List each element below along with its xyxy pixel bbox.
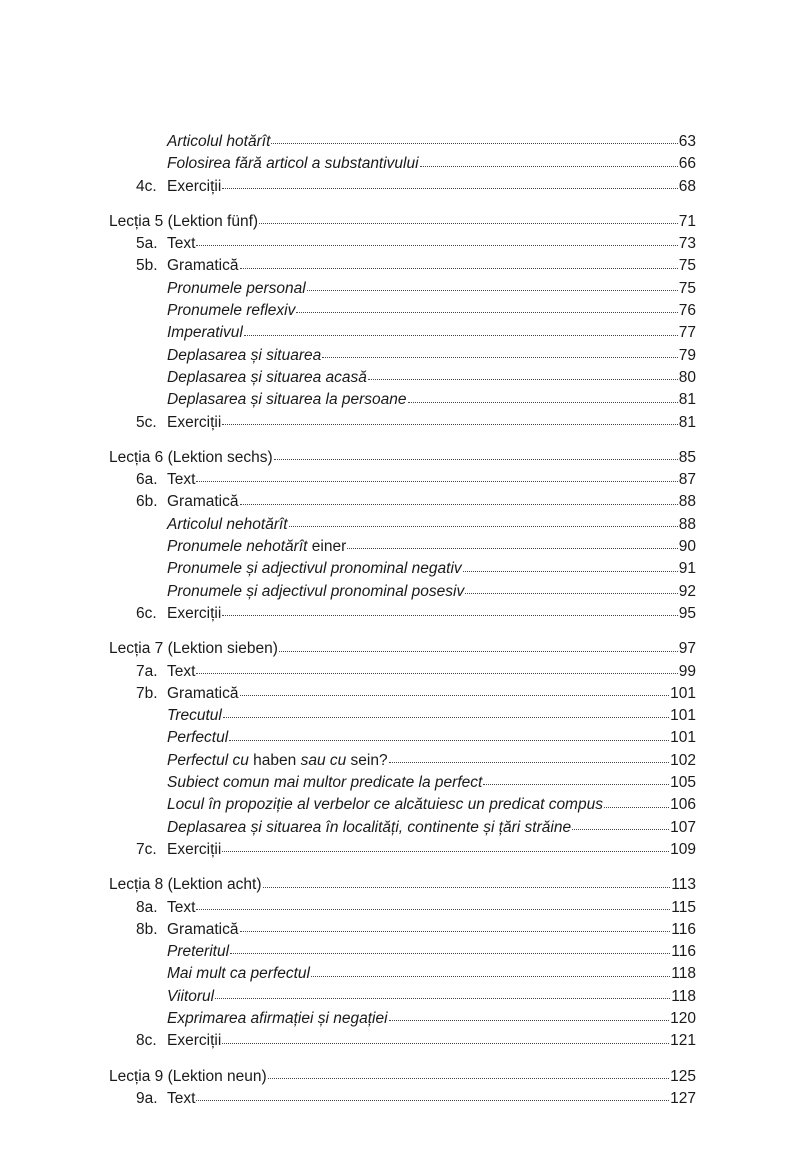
dot-leader: [322, 357, 678, 358]
entry-title-text: Text: [167, 235, 196, 253]
entry-title-text: Lecția 9 (Lektion neun): [109, 1067, 267, 1085]
entry-number-label: 6a.: [136, 471, 158, 489]
entry-number-label: 4c.: [136, 177, 157, 195]
toc-subsection-entry[interactable]: [109, 727, 696, 749]
page-number: 115: [671, 898, 696, 916]
entry-title-text: Lecția 5 (Lektion fünf): [109, 212, 259, 230]
entry-title: [167, 603, 221, 625]
page-number: 88: [678, 493, 696, 511]
toc-subsection-entry[interactable]: [109, 772, 696, 794]
page-number: 91: [678, 560, 696, 578]
entry-title-segment: haben: [253, 751, 297, 769]
dot-leader: [240, 504, 678, 505]
dot-leader: [229, 740, 669, 741]
entry-title-text: Exprimarea afirmației și negației: [167, 1009, 388, 1027]
page-number: 118: [671, 987, 696, 1005]
entry-title-text: Exerciții: [167, 177, 222, 195]
entry-title-text: Folosirea fără articol a substantivului: [167, 155, 419, 173]
entry-number-label: 6c.: [136, 604, 157, 622]
toc-subsection-entry[interactable]: [109, 153, 696, 175]
page-number: 99: [678, 662, 696, 680]
entry-title: [167, 412, 221, 434]
dot-leader: [311, 976, 670, 977]
toc-section-entry[interactable]: [109, 233, 696, 255]
entry-number: [109, 412, 167, 434]
dot-leader: [196, 673, 677, 674]
dot-leader: [240, 931, 671, 932]
dot-leader: [222, 424, 677, 425]
table-of-contents: [109, 131, 696, 1123]
toc-subsection-entry[interactable]: [109, 300, 696, 322]
entry-title-text: Exerciții: [167, 840, 222, 858]
toc-subsection-entry[interactable]: [109, 963, 696, 985]
dot-leader: [296, 312, 677, 313]
entry-title-segment: sein?: [350, 751, 388, 769]
toc-section-entry[interactable]: [109, 176, 696, 198]
toc-subsection-entry[interactable]: [109, 389, 696, 411]
dot-leader: [463, 571, 678, 572]
entry-title-text: Subiect comun mai multor predicate la perfect: [167, 774, 483, 792]
dot-leader: [274, 459, 678, 460]
entry-number-label: 5c.: [136, 413, 157, 431]
dot-leader: [222, 1043, 669, 1044]
entry-title-text: Pronumele și adjectivul pronominal posesiv: [167, 582, 465, 600]
entry-title-text: Locul în propoziție al verbelor ce alcătuiesc un predicat compus: [167, 796, 603, 814]
toc-section-entry[interactable]: [109, 919, 696, 941]
entry-title-text: Viitorul: [167, 987, 215, 1005]
entry-title: [167, 817, 571, 839]
entry-title: [167, 683, 239, 705]
dot-leader: [347, 548, 678, 549]
entry-number-label: 5b.: [136, 257, 158, 275]
page-number: 81: [678, 413, 696, 431]
entry-title-text: Gramatică: [167, 684, 239, 702]
page-number: 102: [670, 751, 696, 769]
entry-title: [167, 941, 229, 963]
toc-lesson-entry[interactable]: [109, 211, 696, 233]
dot-leader: [572, 829, 669, 830]
entry-title: [167, 367, 367, 389]
toc-subsection-entry[interactable]: [109, 581, 696, 603]
entry-title: [167, 255, 239, 277]
entry-title-text: Deplasarea și situarea la persoane: [167, 391, 407, 409]
entry-title: [167, 661, 195, 683]
entry-number: [109, 603, 167, 625]
entry-title-text: Text: [167, 1089, 196, 1107]
entry-title: [167, 233, 195, 255]
entry-title: [109, 211, 258, 233]
entry-title: [167, 772, 482, 794]
entry-title: [167, 322, 243, 344]
entry-title-text: Preteritul: [167, 943, 230, 961]
toc-lesson-entry[interactable]: [109, 874, 696, 896]
page-number: 113: [671, 876, 696, 894]
dot-leader: [215, 998, 670, 999]
entry-title-text: Mai mult ca perfectul: [167, 965, 310, 983]
page-number: 92: [678, 582, 696, 600]
toc-section-entry[interactable]: [109, 1088, 696, 1110]
entry-title-text: Gramatică: [167, 257, 239, 275]
toc-subsection-entry[interactable]: [109, 536, 696, 558]
dot-leader: [223, 717, 669, 718]
entry-title-text: Lecția 8 (Lektion acht): [109, 876, 262, 894]
page-number: 87: [678, 471, 696, 489]
entry-number: [109, 661, 167, 683]
toc-subsection-entry[interactable]: [109, 705, 696, 727]
page-number: 116: [671, 920, 696, 938]
entry-number-label: 6b.: [136, 493, 158, 511]
entry-title-text: Deplasarea și situarea în localități, continente și țări străine: [167, 818, 572, 836]
page-number: 105: [670, 774, 696, 792]
page-number: 106: [670, 796, 696, 814]
dot-leader: [222, 851, 669, 852]
entry-title-text: Articolul nehotărît: [167, 515, 288, 533]
page-number: 97: [678, 640, 696, 658]
entry-title: [167, 794, 603, 816]
entry-title: [167, 389, 407, 411]
entry-title: [167, 153, 419, 175]
page-number: 81: [678, 391, 696, 409]
entry-number: [109, 176, 167, 198]
entry-title-text: Exerciții: [167, 604, 222, 622]
entry-title-text: Text: [167, 662, 196, 680]
toc-section: [109, 638, 696, 861]
toc-section-entry[interactable]: [109, 897, 696, 919]
entry-number: [109, 1088, 167, 1110]
entry-title: [167, 469, 195, 491]
dot-leader: [289, 526, 678, 527]
entry-title-segment: sau cu: [296, 751, 351, 769]
entry-number-label: 7a.: [136, 662, 158, 680]
entry-number: [109, 683, 167, 705]
entry-title: [167, 581, 464, 603]
toc-subsection-entry[interactable]: [109, 322, 696, 344]
page-number: 118: [671, 965, 696, 983]
toc-section-entry[interactable]: [109, 412, 696, 434]
dot-leader: [196, 1100, 669, 1101]
entry-title-text: Pronumele și adjectivul pronominal negativ: [167, 560, 462, 578]
dot-leader: [222, 615, 677, 616]
entry-number: [109, 233, 167, 255]
page-number: 73: [678, 235, 696, 253]
entry-title-text: Lecția 6 (Lektion sechs): [109, 448, 273, 466]
toc-subsection-entry[interactable]: [109, 367, 696, 389]
entry-title: [167, 750, 388, 772]
page-number: 88: [678, 515, 696, 533]
entry-title: [167, 963, 310, 985]
page-number: 66: [678, 155, 696, 173]
page-number: 127: [670, 1089, 696, 1107]
toc-subsection-entry[interactable]: [109, 558, 696, 580]
entry-title: [109, 447, 273, 469]
page-number: 76: [678, 302, 696, 320]
entry-title-text: Pronumele reflexiv: [167, 302, 296, 320]
entry-title: [167, 1030, 221, 1052]
toc-subsection-entry[interactable]: [109, 941, 696, 963]
entry-title: [167, 536, 346, 558]
entry-number: [109, 839, 167, 861]
page-number: 107: [670, 818, 696, 836]
entry-title: [167, 986, 214, 1008]
entry-title: [167, 919, 239, 941]
entry-title-text: Text: [167, 898, 196, 916]
page-number: 63: [678, 133, 696, 150]
toc-section-entry[interactable]: [109, 1030, 696, 1052]
dot-leader: [230, 953, 670, 954]
entry-title-text: Deplasarea și situarea: [167, 346, 322, 364]
toc-section: [109, 131, 696, 198]
entry-number: [109, 491, 167, 513]
entry-title: [167, 345, 321, 367]
entry-title: [167, 727, 228, 749]
page-number: 101: [670, 729, 696, 747]
dot-leader: [196, 245, 677, 246]
entry-number: [109, 469, 167, 491]
toc-section-entry[interactable]: [109, 255, 696, 277]
entry-title-text: Gramatică: [167, 493, 239, 511]
dot-leader: [368, 379, 678, 380]
page-number: 121: [670, 1032, 696, 1050]
entry-title: [109, 1066, 267, 1088]
page-number: 77: [678, 324, 696, 342]
dot-leader: [420, 166, 678, 167]
toc-subsection-entry[interactable]: [109, 514, 696, 536]
entry-title: [167, 897, 195, 919]
toc-section: [109, 1066, 696, 1111]
entry-title: [109, 874, 262, 896]
toc-section-entry[interactable]: [109, 839, 696, 861]
dot-leader: [244, 335, 678, 336]
entry-title-text: Deplasarea și situarea acasă: [167, 368, 367, 386]
entry-title: [167, 131, 270, 153]
entry-title-text: Imperativul: [167, 324, 243, 342]
page-number: 68: [678, 177, 696, 195]
dot-leader: [408, 402, 678, 403]
page-number: 75: [678, 257, 696, 275]
entry-number: [109, 1030, 167, 1052]
page-number: 116: [671, 943, 696, 961]
page-number: 95: [678, 604, 696, 622]
toc-subsection-entry[interactable]: [109, 1008, 696, 1030]
dot-leader: [307, 290, 678, 291]
entry-title-text: Pronumele personal: [167, 279, 306, 297]
page-number: 80: [678, 368, 696, 386]
entry-title: [167, 1088, 195, 1110]
entry-number: [109, 897, 167, 919]
entry-title-text: Articolul hotărît: [167, 133, 271, 150]
toc-section-entry[interactable]: [109, 661, 696, 683]
entry-number-label: 5a.: [136, 235, 158, 253]
toc-section-entry[interactable]: [109, 469, 696, 491]
page-number: 90: [678, 538, 696, 556]
page-number: 125: [670, 1067, 696, 1085]
entry-number-label: 9a.: [136, 1089, 158, 1107]
entry-title-text: Perfectul: [167, 729, 229, 747]
toc-subsection-entry[interactable]: [109, 345, 696, 367]
entry-number-label: 8c.: [136, 1032, 157, 1050]
entry-title: [167, 705, 222, 727]
dot-leader: [268, 1078, 669, 1079]
dot-leader: [259, 223, 678, 224]
dot-leader: [389, 762, 670, 763]
entry-title: [167, 514, 288, 536]
dot-leader: [222, 188, 677, 189]
entry-number-label: 7c.: [136, 840, 157, 858]
toc-section: [109, 874, 696, 1052]
toc-section: [109, 211, 696, 434]
dot-leader: [271, 143, 677, 144]
entry-number-label: 8b.: [136, 920, 158, 938]
entry-title: [167, 278, 306, 300]
toc-lesson-entry[interactable]: [109, 638, 696, 660]
dot-leader: [240, 695, 670, 696]
page-number: 71: [678, 212, 696, 230]
dot-leader: [604, 807, 669, 808]
entry-title: [167, 839, 221, 861]
entry-title: [167, 176, 221, 198]
entry-number-label: 7b.: [136, 684, 158, 702]
entry-title: [167, 491, 239, 513]
entry-title-segment: Perfectul cu: [167, 751, 254, 769]
toc-subsection-entry[interactable]: [109, 794, 696, 816]
page-number: 75: [678, 279, 696, 297]
entry-number-label: 8a.: [136, 898, 158, 916]
entry-title-plain: einer: [307, 538, 347, 556]
toc-subsection-entry[interactable]: [109, 817, 696, 839]
page-number: 109: [670, 840, 696, 858]
entry-title-text: Trecutul: [167, 707, 222, 725]
toc-subsection-entry[interactable]: [109, 750, 696, 772]
page-number: 101: [670, 684, 696, 702]
entry-title-text: Exerciții: [167, 413, 222, 431]
page-number: 79: [678, 346, 696, 364]
entry-title: [167, 558, 462, 580]
dot-leader: [196, 481, 677, 482]
toc-section-entry[interactable]: [109, 603, 696, 625]
toc-lesson-entry[interactable]: [109, 447, 696, 469]
entry-title: [167, 1008, 388, 1030]
toc-section: [109, 447, 696, 625]
entry-title-text: Gramatică: [167, 920, 239, 938]
dot-leader: [279, 651, 678, 652]
page-number: 120: [670, 1009, 696, 1027]
entry-title-text: Text: [167, 471, 196, 489]
entry-title: [109, 638, 278, 660]
page-number: 101: [670, 707, 696, 725]
entry-title-text: Exerciții: [167, 1032, 222, 1050]
entry-number: [109, 919, 167, 941]
toc-subsection-entry[interactable]: [109, 986, 696, 1008]
toc-section-entry[interactable]: [109, 491, 696, 513]
dot-leader: [240, 268, 678, 269]
toc-subsection-entry[interactable]: [109, 278, 696, 300]
entry-title-text: Lecția 7 (Lektion sieben): [109, 640, 278, 658]
toc-subsection-entry[interactable]: [109, 131, 696, 153]
dot-leader: [483, 784, 669, 785]
entry-number: [109, 255, 167, 277]
toc-lesson-entry[interactable]: [109, 1066, 696, 1088]
dot-leader: [263, 887, 671, 888]
dot-leader: [196, 909, 670, 910]
toc-section-entry[interactable]: [109, 683, 696, 705]
entry-title: [167, 300, 295, 322]
dot-leader: [389, 1020, 670, 1021]
entry-title-text: Pronumele nehotărît: [167, 538, 308, 556]
dot-leader: [465, 593, 678, 594]
page-number: 85: [678, 448, 696, 466]
